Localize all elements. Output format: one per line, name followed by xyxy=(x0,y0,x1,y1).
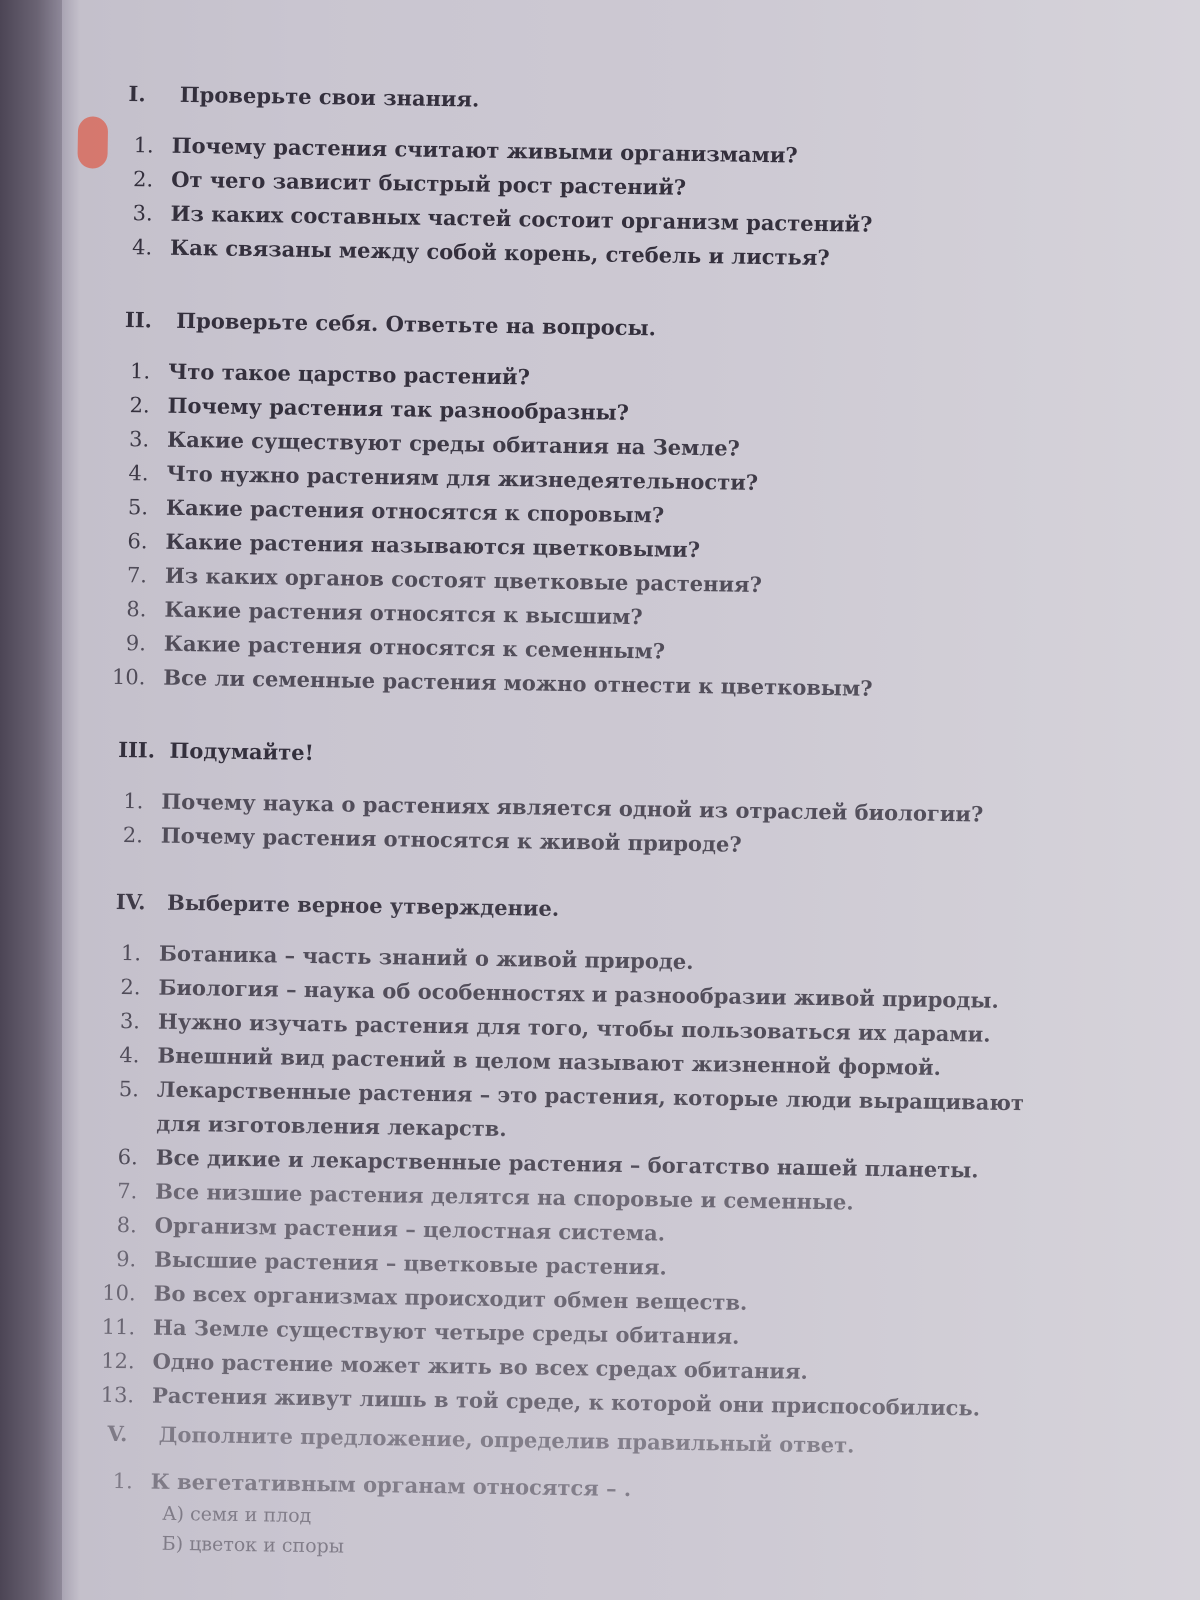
section-2-title xyxy=(57,306,1137,348)
item-text: Что нужно растениям для жизнедеятельности? xyxy=(166,460,759,495)
item-number: 7. xyxy=(117,1179,138,1204)
item-text: Высшие растения – цветковые растения. xyxy=(154,1246,667,1280)
item-number: 6. xyxy=(117,1145,139,1170)
item-text: Что такое царство растений? xyxy=(167,358,531,390)
item-text: Все ли семенные растения можно отнести к цветковым? xyxy=(163,664,873,701)
section-3-title xyxy=(50,736,1130,778)
answer-option: Б) цветок и споры xyxy=(161,1532,345,1558)
item-text: Биология – наука об особенностях и разнообразии живой природы. xyxy=(158,974,999,1013)
answer-option: А) семя и плод xyxy=(162,1502,312,1528)
section-3 xyxy=(49,736,1131,868)
item-text: Почему растения считают живыми организмами? xyxy=(171,132,798,168)
item-number: 2. xyxy=(132,167,154,192)
section-3-numeral: III. xyxy=(118,736,156,763)
item-number: 2. xyxy=(122,823,144,848)
item-text: Лекарственные растения – это растения, которые люди выращивают для изготовления лекарств. xyxy=(156,1076,1025,1142)
item-text: На Земле существуют четыре среды обитания. xyxy=(152,1314,740,1349)
item-number: 13. xyxy=(100,1382,135,1408)
section-5 xyxy=(38,1420,1120,1574)
section-2-numeral: II. xyxy=(124,307,153,333)
item-text: Какие существуют среды обитания на Земле? xyxy=(166,426,741,461)
section-2 xyxy=(51,306,1137,710)
item-text: Все дикие и лекарственные растения – богатство нашей планеты. xyxy=(155,1144,979,1183)
item-number: 1. xyxy=(123,789,144,814)
item-number: 7. xyxy=(126,563,148,588)
item-text: От чего зависит быстрый рост растений? xyxy=(171,166,687,200)
item-text: Ботаника – часть знаний о живой природе. xyxy=(158,940,694,975)
item-number: 5. xyxy=(127,495,149,520)
item-text: Одно растение может жить во всех средах обитания. xyxy=(152,1348,809,1384)
section-4-title xyxy=(48,888,1128,930)
item-number: 3. xyxy=(128,427,150,452)
item-text: Из каких органов состоят цветковые растения? xyxy=(164,562,763,598)
item-number: 4. xyxy=(131,235,153,260)
item-number: 2. xyxy=(120,975,141,1000)
item-number: 1. xyxy=(133,133,154,158)
item-number: 1. xyxy=(112,1468,133,1494)
item-number: 10. xyxy=(102,1280,136,1306)
item-number: 8. xyxy=(126,597,147,622)
item-text: Внешний вид растений в целом называют жизненной формой. xyxy=(157,1042,942,1080)
item-number: 4. xyxy=(119,1043,140,1068)
textbook-page xyxy=(37,0,1200,1600)
section-5-heading: Дополните предложение, определив правильный ответ. xyxy=(158,1421,855,1458)
item-number: 3. xyxy=(119,1009,141,1034)
section-5-title xyxy=(39,1420,1119,1462)
item-number: 1. xyxy=(120,941,142,966)
item-text: Все низшие растения делятся на споровые и семенные. xyxy=(155,1178,854,1215)
item-text: Организм растения – целостная система. xyxy=(154,1212,666,1246)
item-number: 8. xyxy=(116,1213,137,1238)
section-3-heading: Подумайте! xyxy=(169,737,315,766)
item-text: Какие растения относятся к споровым? xyxy=(165,494,665,528)
section-5-numeral: V. xyxy=(107,1420,128,1447)
item-text: Какие растения относятся к высшим? xyxy=(164,596,643,630)
item-text: Из каких составных частей состоит организм растений? xyxy=(170,200,873,237)
section-1-heading: Проверьте свои знания. xyxy=(179,81,480,112)
item-number: 5. xyxy=(118,1077,140,1102)
item-text: Какие растения относятся к семенным? xyxy=(163,630,666,664)
item-text: Почему растения относятся к живой природе? xyxy=(160,822,742,857)
section-1-title xyxy=(60,80,1140,122)
section-4-heading: Выберите верное утверждение. xyxy=(166,889,560,921)
item-number: 1. xyxy=(129,359,151,384)
item-number: 9. xyxy=(125,631,147,656)
item-number: 11. xyxy=(101,1314,136,1340)
item-number: 2. xyxy=(129,393,150,418)
section-4-numeral: IV. xyxy=(115,888,146,915)
item-number: 3. xyxy=(132,201,153,226)
item-number: 9. xyxy=(115,1247,137,1272)
item-number: 12. xyxy=(101,1348,135,1374)
item-text: К вегетативным органам относятся – . xyxy=(150,1468,632,1502)
item-text: Нужно изучать растения для того, чтобы пользоваться их дарами. xyxy=(157,1008,991,1047)
section-1-numeral: I. xyxy=(128,81,146,107)
item-number: 4. xyxy=(128,461,149,486)
section-4 xyxy=(40,888,1128,1428)
item-text: Почему растения так разнообразны? xyxy=(167,392,630,425)
item-text: Во всех организмах происходит обмен веществ. xyxy=(153,1280,748,1315)
item-text: Какие растения называются цветковыми? xyxy=(165,528,701,563)
section-1 xyxy=(58,80,1141,280)
section-2-heading: Проверьте себя. Ответьте на вопросы. xyxy=(176,307,657,341)
item-number: 6. xyxy=(127,529,148,554)
item-text: Как связаны между собой корень, стебель и листья? xyxy=(169,234,830,271)
item-text: Почему наука о растениях является одной из отраслей биологии? xyxy=(161,788,984,827)
item-text: Растения живут лишь в той среде, к которой они приспособились. xyxy=(151,1382,981,1421)
item-number: 10. xyxy=(111,664,146,690)
